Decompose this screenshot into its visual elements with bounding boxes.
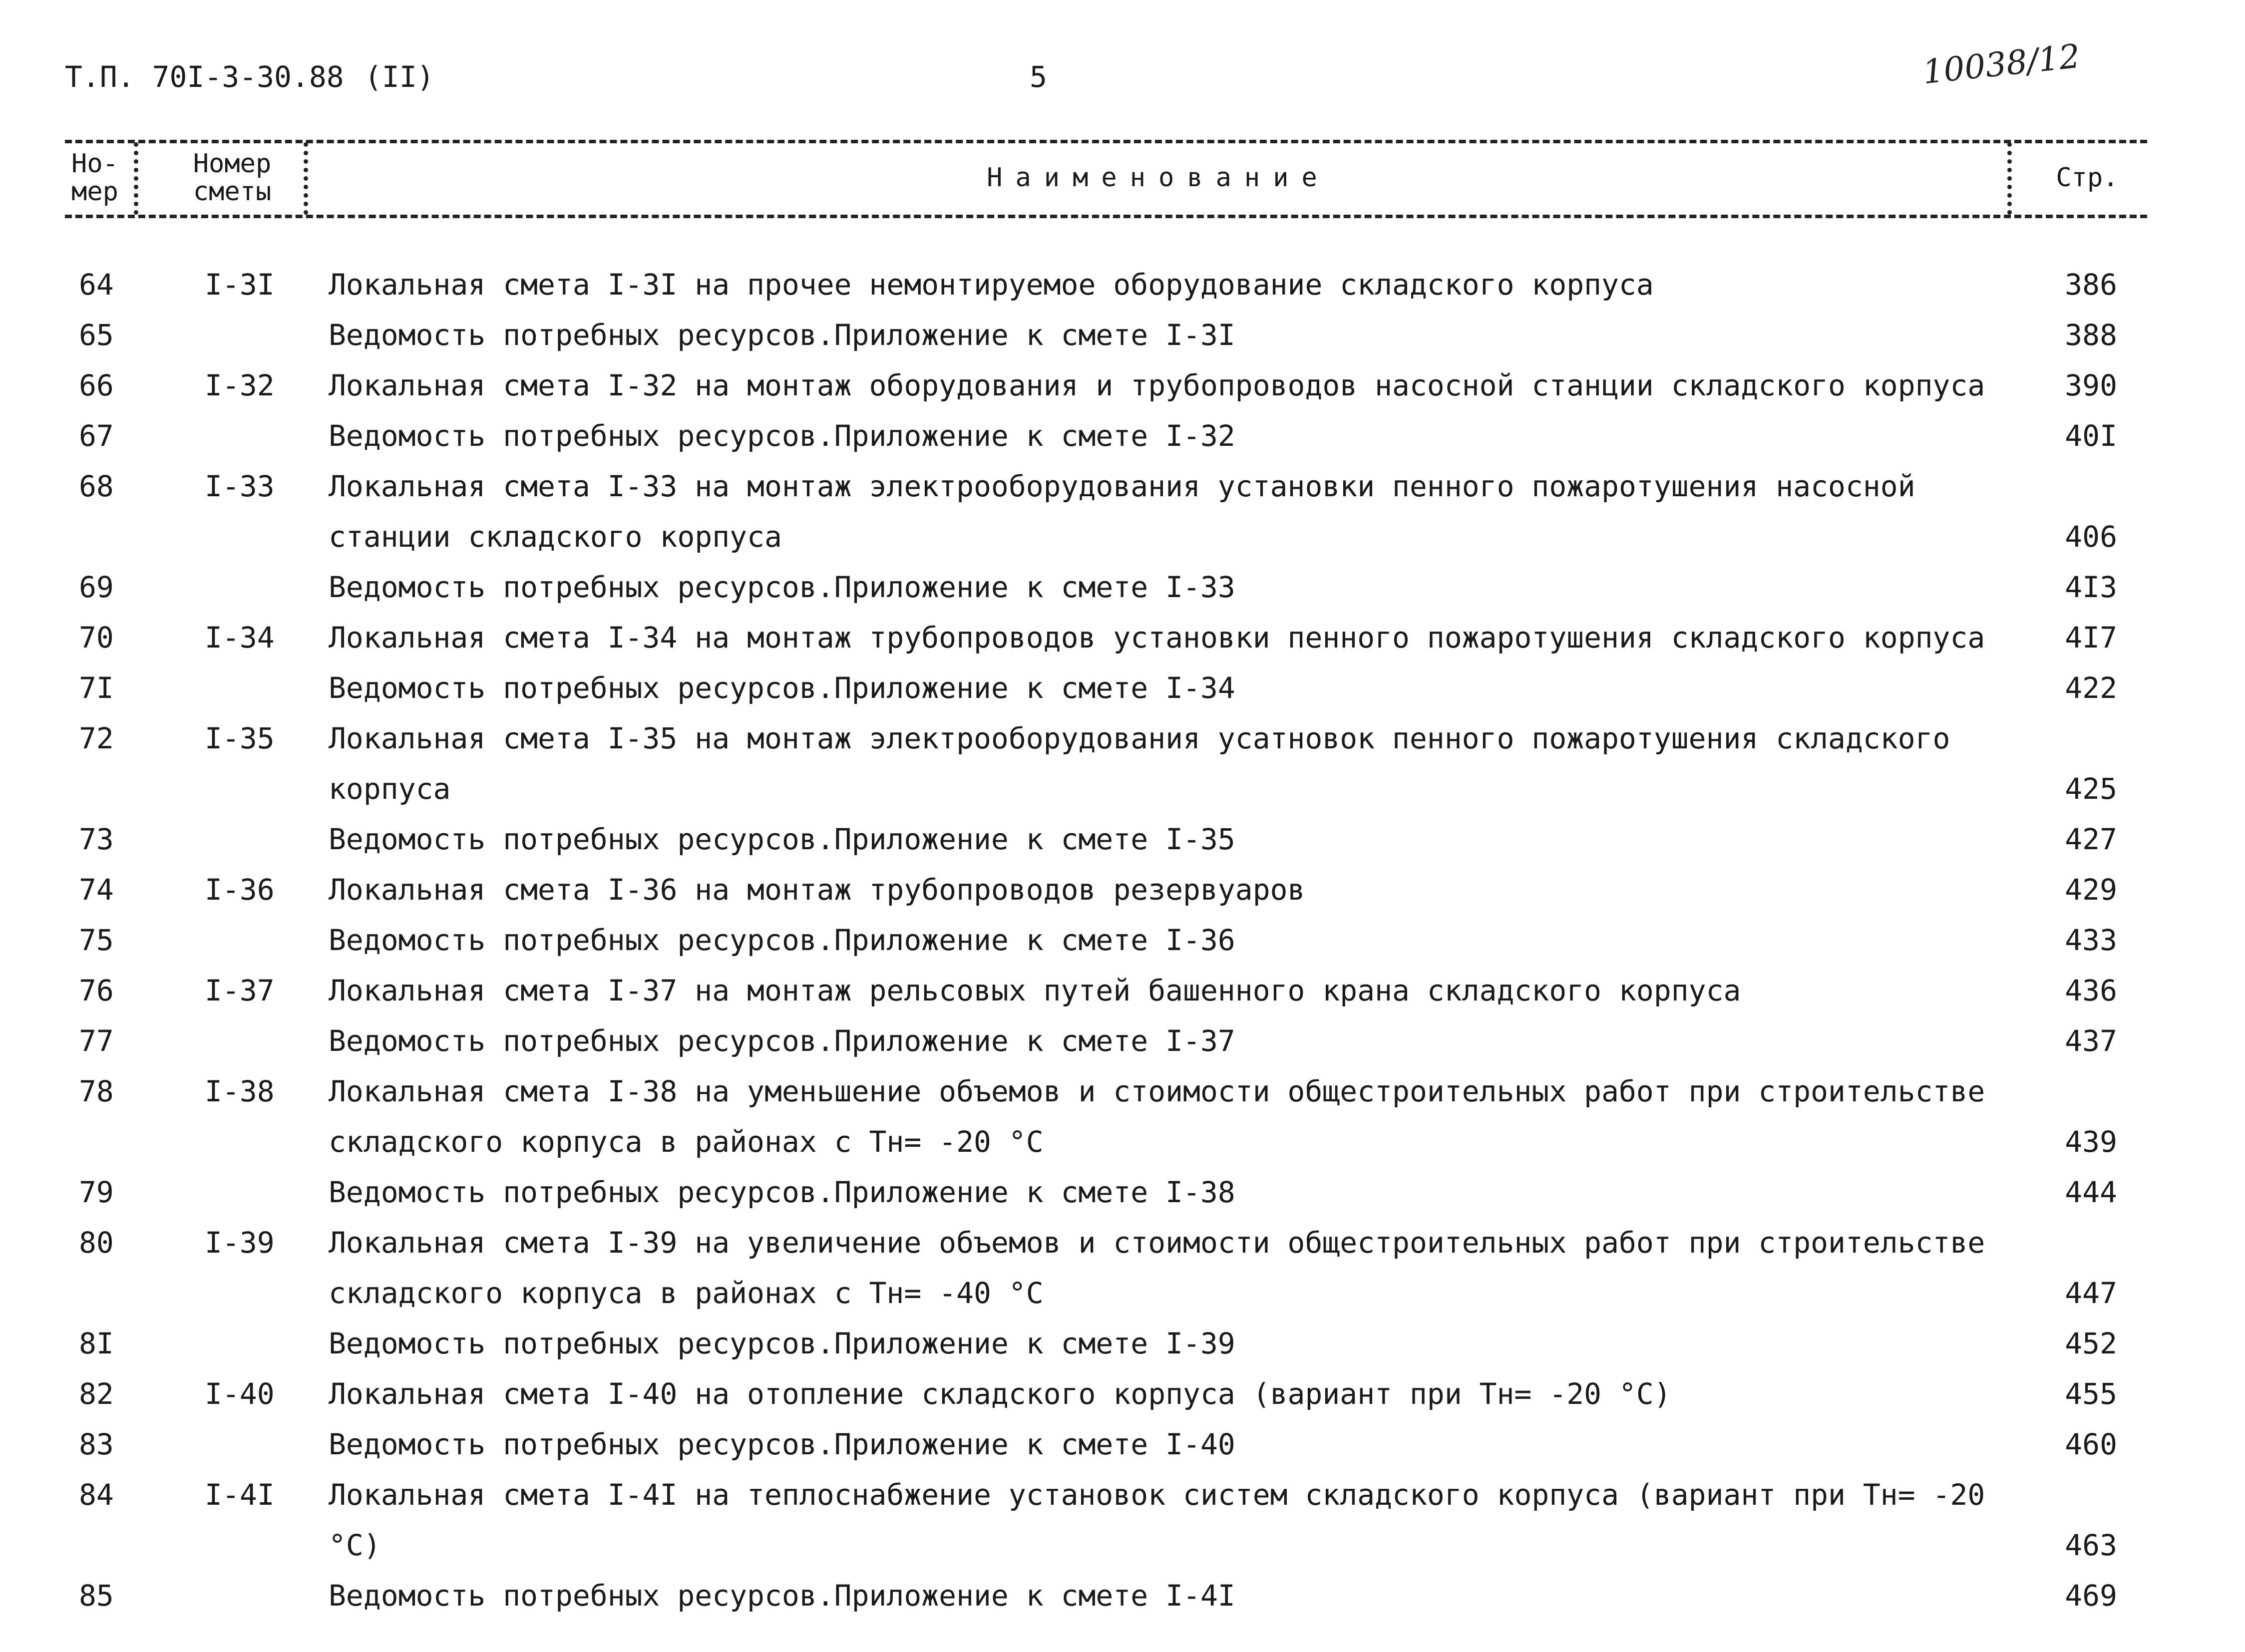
table-row: [0, 310, 2245, 360]
row-title: Локальная смета I-4I на теплоснабжение установок систем складского корпуса (вариант при Тн= -20 °С): [329, 1478, 1985, 1562]
estimate-number: I-3I: [205, 268, 275, 302]
estimate-number: I-32: [205, 368, 275, 402]
row-number: 79: [79, 1175, 114, 1209]
table-row: [0, 915, 2245, 966]
row-title: Локальная смета I-32 на монтаж оборудования и трубопроводов насосной станции складского корпуса: [329, 368, 1985, 402]
row-number: 74: [79, 873, 114, 907]
table-row: [0, 1066, 2245, 1167]
table-row: [0, 613, 2245, 663]
row-number: 84: [79, 1478, 114, 1512]
column-separator: [2007, 142, 2012, 215]
estimate-number: I-33: [205, 469, 275, 503]
row-page: 463: [2065, 1528, 2117, 1562]
estimate-number: I-36: [205, 873, 275, 907]
row-page: 388: [2065, 318, 2117, 352]
header-estimate-text: Номер сметы: [193, 149, 272, 207]
row-title: Ведомость потребных ресурсов.Приложение к смете I-37: [329, 1024, 1235, 1058]
row-number: 83: [79, 1427, 114, 1461]
table-row: [0, 713, 2245, 814]
contents-list: [0, 260, 2245, 1621]
row-number: 64: [79, 268, 114, 302]
estimate-number: I-40: [205, 1377, 275, 1411]
row-title: Ведомость потребных ресурсов.Приложение к смете I-4I: [329, 1579, 1235, 1613]
estimate-number: I-37: [205, 974, 275, 1007]
table-row: [0, 663, 2245, 713]
row-page: 436: [2065, 974, 2117, 1007]
row-page: 4I7: [2065, 621, 2117, 655]
archive-number: 10038/12: [1920, 36, 2082, 92]
row-title: Локальная смета I-33 на монтаж электрооборудования установки пенного пожаротушения насосной станции складского корпуса: [329, 469, 1915, 554]
row-title: Локальная смета I-37 на монтаж рельсовых путей башенного крана складского корпуса: [329, 974, 1741, 1007]
row-number: 70: [79, 621, 114, 655]
row-title: Локальная смета I-39 на увеличение объемов и стоимости общестроительных работ при строительстве складского корпуса в районах с Тн= -40 °С: [329, 1226, 1985, 1310]
header-page-label: Стр.: [2056, 163, 2119, 193]
table-row: [0, 1016, 2245, 1066]
table-row: [0, 966, 2245, 1016]
page-number: 5: [1030, 60, 1047, 94]
table-row: [0, 260, 2245, 310]
estimate-number: I-39: [205, 1226, 275, 1260]
row-page: 406: [2065, 520, 2117, 554]
table-row: [0, 1319, 2245, 1369]
table-row: [0, 814, 2245, 865]
row-title: Локальная смета I-3I на прочее немонтируемое оборудование складского корпуса: [329, 268, 1654, 302]
table-row: [0, 1167, 2245, 1218]
row-page: 433: [2065, 923, 2117, 957]
row-number: 80: [79, 1226, 114, 1260]
row-title: Ведомость потребных ресурсов.Приложение к смете I-35: [329, 822, 1235, 856]
row-page: 469: [2065, 1579, 2117, 1613]
table-row: [0, 562, 2245, 613]
row-number: 8I: [79, 1326, 114, 1360]
document-code: Т.П. 70I-3-30.88: [65, 60, 344, 94]
header-num-text: Но- мер: [71, 149, 118, 207]
row-number: 75: [79, 923, 114, 957]
row-number: 78: [79, 1074, 114, 1108]
row-number: 69: [79, 570, 114, 604]
table-row: [0, 1369, 2245, 1419]
row-page: 452: [2065, 1326, 2117, 1360]
estimate-number: I-35: [205, 721, 275, 755]
row-page: 447: [2065, 1276, 2117, 1310]
document-part: (II): [365, 60, 434, 94]
row-number: 76: [79, 974, 114, 1007]
row-page: 427: [2065, 822, 2117, 856]
header-estimate-label: [170, 150, 295, 206]
row-page: 422: [2065, 671, 2117, 705]
header-num-label: [65, 150, 125, 206]
row-number: 7I: [79, 671, 114, 705]
estimate-number: I-38: [205, 1074, 275, 1108]
row-number: 85: [79, 1579, 114, 1613]
row-title: Ведомость потребных ресурсов.Приложение к смете I-39: [329, 1326, 1235, 1360]
table-row: [0, 1218, 2245, 1319]
table-row: [0, 1470, 2245, 1571]
row-page: 437: [2065, 1024, 2117, 1058]
estimate-number: I-34: [205, 621, 275, 655]
row-title: Локальная смета I-40 на отопление складского корпуса (вариант при Тн= -20 °С): [329, 1377, 1671, 1411]
row-title: Ведомость потребных ресурсов.Приложение к смете I-34: [329, 671, 1235, 705]
row-page: 40I: [2065, 419, 2117, 453]
table-row: [0, 360, 2245, 411]
table-row: [0, 865, 2245, 915]
row-number: 68: [79, 469, 114, 503]
row-title: Ведомость потребных ресурсов.Приложение к смете I-40: [329, 1427, 1235, 1461]
row-page: 429: [2065, 873, 2117, 907]
row-title: Ведомость потребных ресурсов.Приложение к смете I-3I: [329, 318, 1235, 352]
row-number: 66: [79, 368, 114, 402]
row-title: Локальная смета I-36 на монтаж трубопроводов резервуаров: [329, 873, 1305, 907]
row-number: 82: [79, 1377, 114, 1411]
row-page: 386: [2065, 268, 2117, 302]
row-number: 77: [79, 1024, 114, 1058]
header-rule-bottom: [65, 215, 2147, 218]
row-title: Ведомость потребных ресурсов.Приложение к смете I-33: [329, 570, 1235, 604]
row-title: Ведомость потребных ресурсов.Приложение к смете I-36: [329, 923, 1235, 957]
row-title: Ведомость потребных ресурсов.Приложение к смете I-32: [329, 419, 1235, 453]
row-title: Локальная смета I-34 на монтаж трубопроводов установки пенного пожаротушения складского корпуса: [329, 621, 1985, 655]
row-page: 460: [2065, 1427, 2117, 1461]
estimate-number: I-4I: [205, 1478, 275, 1512]
row-page: 444: [2065, 1175, 2117, 1209]
row-title: Локальная смета I-38 на уменьшение объемов и стоимости общестроительных работ при строительстве складского корпуса в районах с Тн= -20 °С: [329, 1074, 1985, 1159]
row-page: 425: [2065, 772, 2117, 806]
row-page: 455: [2065, 1377, 2117, 1411]
header-rule-top: [65, 140, 2147, 143]
table-row: [0, 1571, 2245, 1621]
row-number: 67: [79, 419, 114, 453]
row-number: 72: [79, 721, 114, 755]
row-number: 73: [79, 822, 114, 856]
column-separator: [304, 142, 308, 215]
table-row: [0, 411, 2245, 461]
row-page: 439: [2065, 1125, 2117, 1159]
row-page: 4I3: [2065, 570, 2117, 604]
table-row: [0, 461, 2245, 562]
table-row: [0, 1419, 2245, 1470]
row-title: Ведомость потребных ресурсов.Приложение к смете I-38: [329, 1175, 1235, 1209]
row-number: 65: [79, 318, 114, 352]
header-name-label: Наименование: [987, 163, 1330, 193]
row-page: 390: [2065, 368, 2117, 402]
column-separator: [134, 142, 138, 215]
row-title: Локальная смета I-35 на монтаж электрооборудования усатновок пенного пожаротушения складского корпуса: [329, 721, 1950, 806]
